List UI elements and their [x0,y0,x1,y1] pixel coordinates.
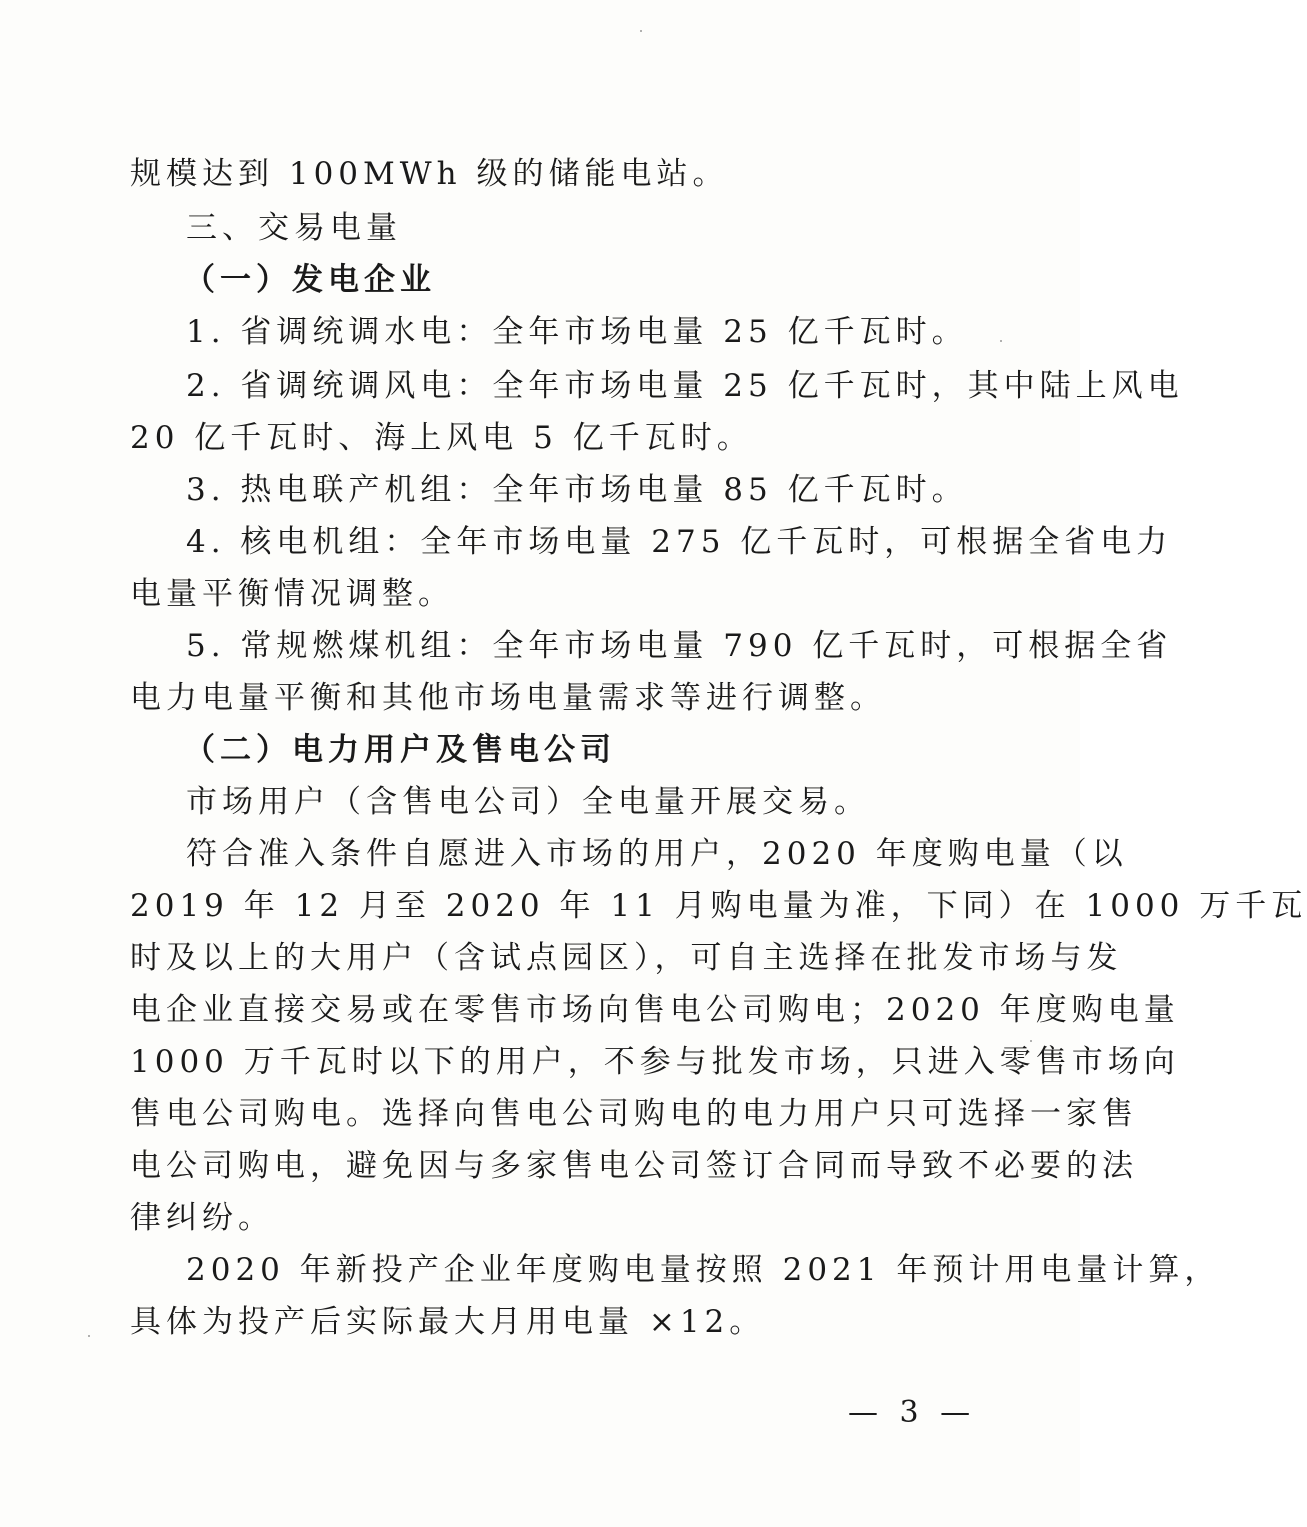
scan-speck [640,30,642,32]
text-line-para-2-cont-1: 2019 年 12 月至 2020 年 11 月购电量为准，下同）在 1000 万千瓦 [130,888,1307,924]
text-line-para-2-cont-6: 电公司购电，避免因与多家售电公司签订合同而导致不必要的法 [130,1148,1138,1184]
subsection-heading-2: （二）电力用户及售电公司 [184,732,616,768]
section-heading-3: 三、交易电量 [186,210,402,246]
scan-speck [1000,340,1002,342]
text-line-para-2: 符合准入条件自愿进入市场的用户，2020 年度购电量（以 [186,836,1128,872]
scan-speck [88,1335,90,1337]
text-line-item-5-cont: 电力电量平衡和其他市场电量需求等进行调整。 [130,680,886,716]
text-line-para-2-cont-4: 1000 万千瓦时以下的用户，不参与批发市场，只进入零售市场向 [130,1044,1180,1080]
subsection-heading-1: （一）发电企业 [184,262,436,298]
text-line-item-3: 3. 热电联产机组：全年市场电量 85 亿千瓦时。 [186,472,968,508]
text-line-para-3: 2020 年新投产企业年度购电量按照 2021 年预计用电量计算， [186,1252,1221,1288]
text-line-para-3-cont: 具体为投产后实际最大月用电量 ×12。 [130,1304,766,1340]
text-line-para-2-cont-3: 电企业直接交易或在零售市场向售电公司购电；2020 年度购电量 [130,992,1180,1028]
text-line-para-2-cont-2: 时及以上的大用户（含试点园区），可自主选择在批发市场与发 [130,940,1123,976]
text-line-item-5: 5. 常规燃煤机组：全年市场电量 790 亿千瓦时，可根据全省 [186,628,1173,664]
text-line-item-2: 2. 省调统调风电：全年市场电量 25 亿千瓦时，其中陆上风电 [186,368,1184,404]
text-line-1: 规模达到 100MWh 级的储能电站。 [130,156,729,192]
page-number: — 3 — [848,1395,977,1430]
text-line-para-2-cont-7: 律纠纷。 [130,1200,274,1236]
text-line-item-1: 1. 省调统调水电：全年市场电量 25 亿千瓦时。 [186,314,968,350]
text-line-item-4: 4. 核电机组：全年市场电量 275 亿千瓦时，可根据全省电力 [186,524,1173,560]
text-line-item-2-cont: 20 亿千瓦时、海上风电 5 亿千瓦时。 [130,420,753,456]
text-line-para-1: 市场用户（含售电公司）全电量开展交易。 [186,784,870,820]
text-line-item-4-cont: 电量平衡情况调整。 [130,576,454,612]
scan-speck [1030,1040,1032,1042]
text-line-para-2-cont-5: 售电公司购电。选择向售电公司购电的电力用户只可选择一家售 [130,1096,1138,1132]
